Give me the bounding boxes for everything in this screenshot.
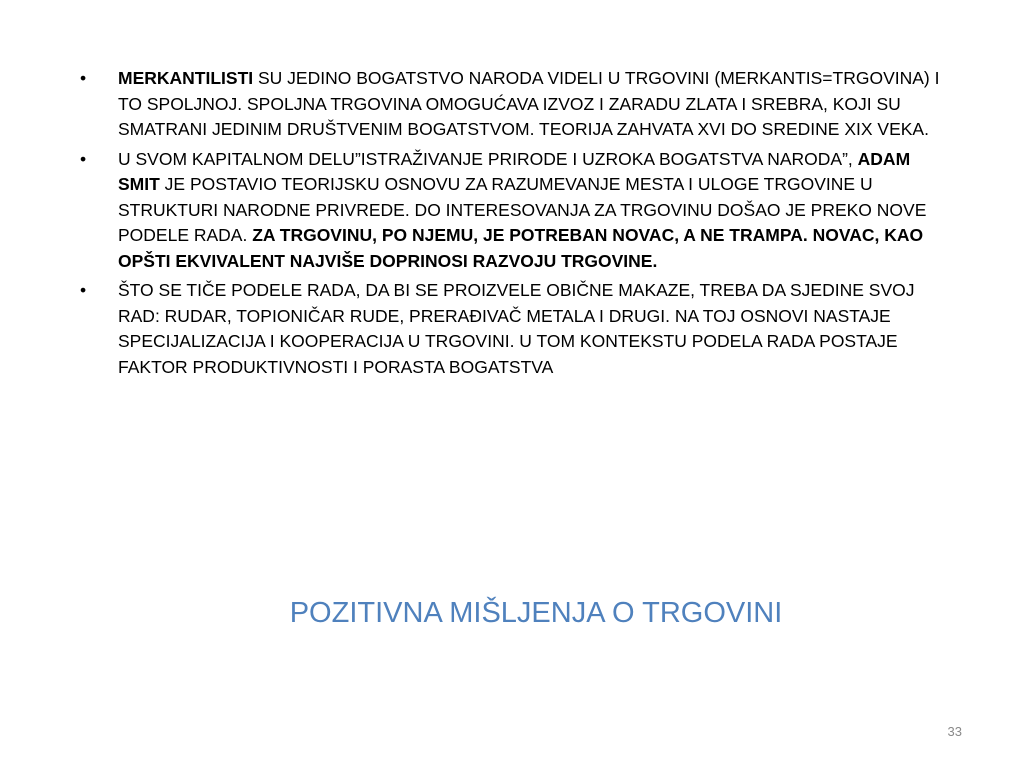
bullet-text: JE POSTAVIO TEORIJSKU OSNOVU ZA RAZUMEVANJE MESTA I ULOGE TRGOVINE U STRUKTURI NARODNE PRIVREDE. DO INTERESOVANJA ZA TRGOVINU DOŠAO JE PREKO NOVE PODELE RADA. <box>118 174 927 245</box>
slide-title: POZITIVNA MIŠLJENJA O TRGOVINI <box>289 597 783 629</box>
bullet-item-adam-smith <box>76 147 956 275</box>
bullet-dot-icon: • <box>80 68 87 88</box>
bullet-item-mercantilists <box>76 66 956 143</box>
bullet-item-division-of-labor <box>76 278 956 380</box>
bullet-dot-icon: • <box>80 148 87 169</box>
bullet-bold-text: ZA TRGOVINU, PO NJEMU, JE POTREBAN NOVAC, A NE TRAMPA. NOVAC, KAO OPŠTI EKVIVALENT NAJVIŠE DOPRINOSI RAZVOJU TRGOVINE. <box>118 225 924 271</box>
bullet-bold-text: ADAM SMIT <box>118 148 911 194</box>
bullet-text: U SVOM KAPITALNOM DELU”ISTRAŽIVANJE PRIRODE I UZROKA BOGATSTVA NARODA”, <box>118 148 858 169</box>
page-number: 33 <box>947 724 962 739</box>
bullet-text: ŠTO SE TIČE PODELE RADA, DA BI SE PROIZVELE OBIČNE MAKAZE, TREBA DA SJEDINE SVOJ RAD: RUDAR, TOPIONIČAR RUDE, PRERAĐIVAČ METALA I DRUGI. NA TOJ OSNOVI NASTAJE SPECIJALIZACIJA I KOOPERACIJA U TRGOVINI. U TOM KONTEKSTU PODELA RADA POSTAJE FAKTOR PRODUKTIVNOSTI I PORASTA BOGATSTVA <box>118 280 915 377</box>
bullet-dot-icon: • <box>80 280 87 300</box>
bullet-text: SU JEDINO BOGATSTVO NARODA VIDELI U TRGOVINI (MERKANTIS=TRGOVINA) I TO SPOLJNOJ. SPOLJNA TRGOVINA OMOGUĆAVA IZVOZ I ZARADU ZLATA I SREBRA, KOJI SU SMATRANI JEDINIM DRUŠTVENIM BOGATSTVOM. TEORIJA ZAHVATA XVI DO SREDINE XIX VEKA. <box>118 68 940 139</box>
bullet-list <box>76 66 956 384</box>
bullet-bold-text: MERKANTILISTI <box>118 68 254 88</box>
